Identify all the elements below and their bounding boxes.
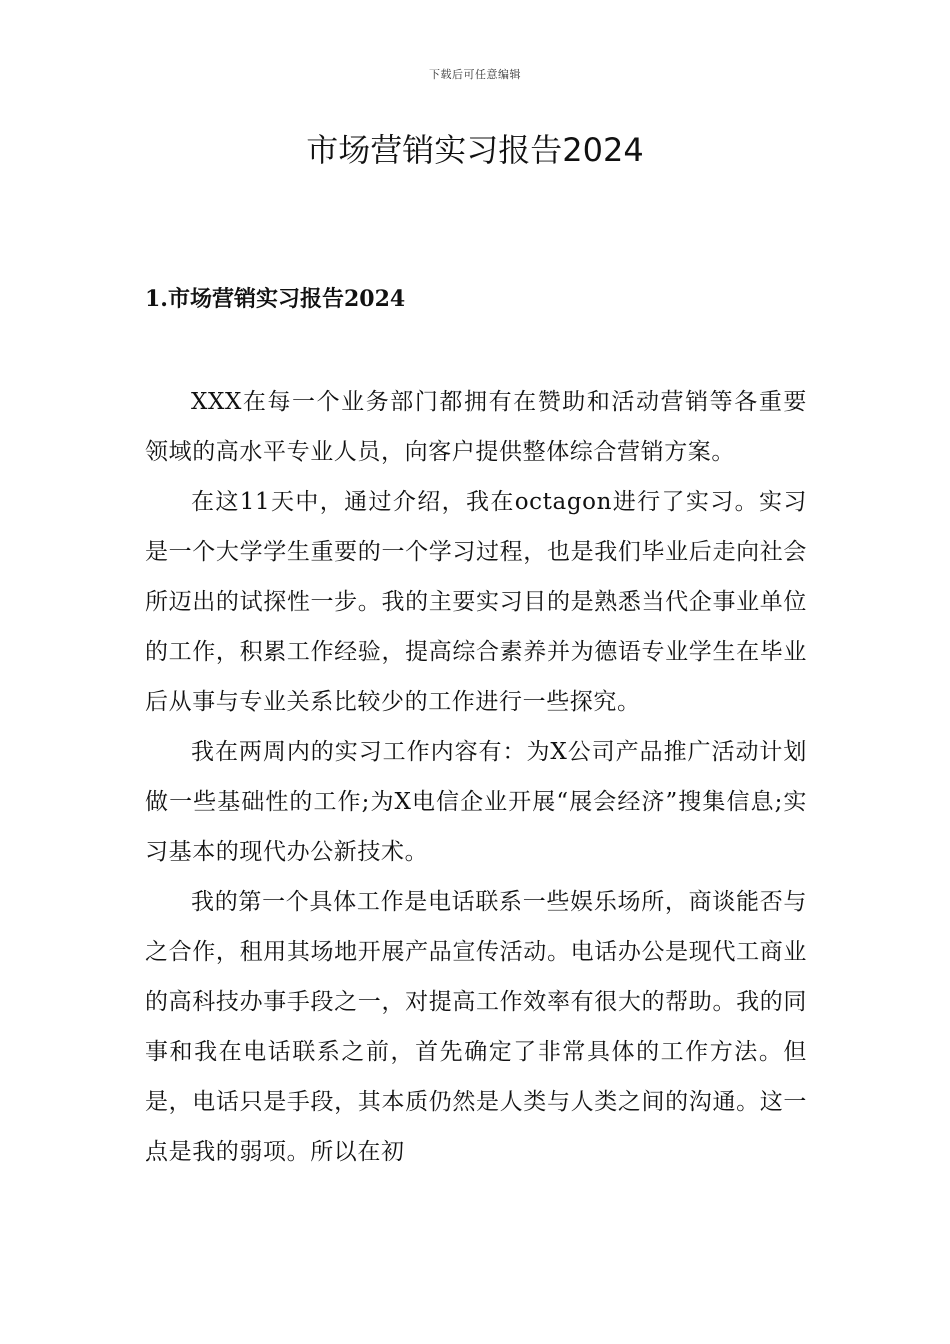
header-note: 下载后可任意编辑 <box>429 68 521 81</box>
document-title: 市场营销实习报告2024 <box>306 131 644 169</box>
paragraph-3: 我在两周内的实习工作内容有：为X公司产品推广活动计划做一些基础性的工作;为X电信企业开展“展会经济”搜集信息;实习基本的现代办公新技术。 <box>145 739 807 865</box>
paragraph-2: 在这11天中，通过介绍，我在octagon进行了实习。实习是一个大学学生重要的一个学习过程，也是我们毕业后走向社会所迈出的试探性一步。我的主要实习目的是熟悉当代企事业单位的工作，积累工作经验，提高综合素养并为德语专业学生在毕业后从事与专业关系比较少的工作进行一些探究。 <box>145 489 807 715</box>
body-text <box>145 377 807 1177</box>
paragraph-4: 我的第一个具体工作是电话联系一些娱乐场所，商谈能否与之合作，租用其场地开展产品宣传活动。电话办公是现代工商业的高科技办事手段之一，对提高工作效率有很大的帮助。我的同事和我在电话联系之前，首先确定了非常具体的工作方法。但是，电话只是手段，其本质仍然是人类与人类之间的沟通。这一点是我的弱项。所以在初 <box>145 889 807 1165</box>
paragraph-1: XXX在每一个业务部门都拥有在赞助和活动营销等各重要领域的高水平专业人员，向客户提供整体综合营销方案。 <box>145 389 807 465</box>
section-heading: 1.市场营销实习报告2024 <box>145 286 406 312</box>
